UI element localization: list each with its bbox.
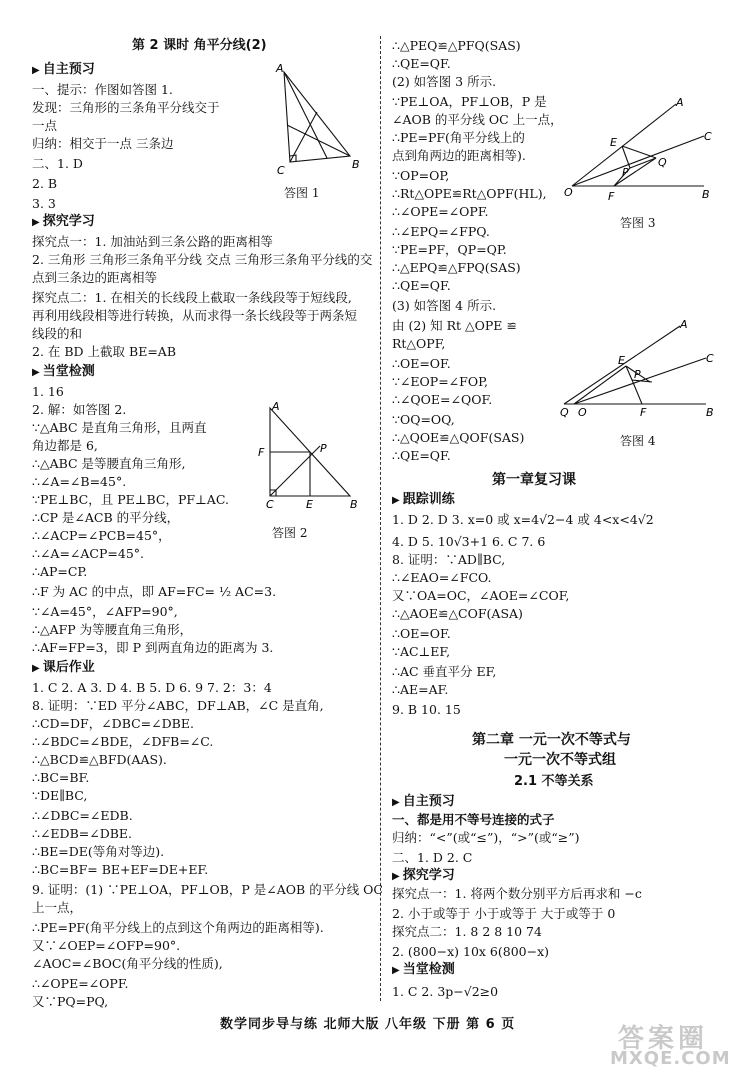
figure-1 [272,60,372,180]
fig2-label-f: F [258,446,265,459]
text-line: ∴BC=BF. [32,770,90,785]
text-line: ∴∠OPE=∠OPF. [392,204,489,219]
text-line: ∴AC 垂直平分 EF, [392,664,497,679]
text-line: ∵△ABC 是直角三角形，且两直 [32,420,207,435]
figure-2 [252,400,362,510]
section-heading: ▶ 跟踪训练 [392,492,455,509]
text-line: 2. (800−x) 10x 6(800−x) [392,944,550,959]
text-line: ∵AC⊥EF, [392,644,451,659]
text-line: 3. 3 [32,196,56,211]
fig1-label-a: A [276,62,284,75]
text-line: 1. 16 [32,384,64,399]
text-line: ∴△EPQ≌△FPQ(SAS) [392,260,521,275]
text-line: Rt△OPF, [392,336,446,351]
text-line: (2) 如答图 3 所示. [392,74,497,89]
fig3-label-e: E [610,136,617,149]
text-line: 8. 证明：∵AD∥BC, [392,552,506,567]
section-heading: ▶ 课后作业 [32,660,95,677]
fig3-label-f: F [608,190,615,203]
text-line: ∵OQ=OQ, [392,412,455,427]
text-line: 8. 证明：∵ED 平分∠ABC，DF⊥AB，∠C 是直角, [32,698,324,713]
text-line: 2. B [32,176,58,191]
chapter-title-line1: 第二章 一元一次不等式与 [472,732,631,748]
page-footer: 数学同步导与练 北师大版 八年级 下册 第 6 页 [220,1017,516,1032]
text-line: 2. 三角形 三角形三条角平分线 交点 三角形三条角平分线的交 [32,252,373,267]
text-line: 4. D 5. 10√3+1 6. C 7. 6 [392,534,546,549]
text-line: ∠AOC=∠BOC(角平分线的性质), [32,956,223,971]
text-line: 又∵∠OEP=∠OFP=90°. [32,938,181,953]
text-line: 一、提示：作图如答图 1. [32,82,173,97]
text-line: ∵DE∥BC, [32,788,88,803]
text-line: 角边都是 6, [32,438,98,453]
text-line: 归纳：相交于一点 三条边 [32,136,174,151]
text-line: ∴QE=QF. [392,448,451,463]
fig2-label-e: E [306,498,313,510]
text-line: ∴CD=DF，∠DBC=∠DBE. [32,716,194,731]
fig2-label-a: A [272,400,280,413]
text-line: 归纳：“<”(或“≤”)，“>”(或“≥”) [392,830,580,845]
fig3-label-p: P [622,166,629,179]
text-line: 2. 小于或等于 小于或等于 大于或等于 0 [392,906,616,921]
fig3-label-b: B [702,188,710,201]
fig4-label-e: E [618,354,625,367]
text-line: ∴∠QOE=∠QOF. [392,392,493,407]
text-line: 2. 解：如答图 2. [32,402,127,417]
text-line: ∵OP=OP, [392,168,450,183]
text-line: ∴QE=QF. [392,278,451,293]
fig4-label-o: O [578,406,587,418]
text-line: 二、1. D 2. C [392,850,473,865]
fig4-label-a: A [680,318,688,331]
fig4-label-q: Q [560,406,569,418]
text-line: ∵PE=PF，QP=QP. [392,242,507,257]
text-line: ∴∠A=∠ACP=45°. [32,546,145,561]
text-line: 又∵PQ=PQ, [32,994,109,1009]
text-line: ∴BC=BF= BE+EF=DE+EF. [32,862,209,877]
text-line: ∴PE=PF(角平分线上的 [392,130,525,145]
fig4-label-f: F [640,406,647,418]
fig4-label-c: C [706,352,714,365]
text-line: 9. 证明：(1) ∵PE⊥OA，PF⊥OB，P 是∠AOB 的平分线 OC [32,882,383,897]
text-line: ∴F 为 AC 的中点，即 AF=FC= ½ AC=3. [32,584,277,599]
chapter-title-line2: 一元一次不等式组 [504,752,616,768]
fig4-caption: 答图 4 [620,434,656,448]
text-line: ∴△AFP 为等腰直角三角形， [32,622,193,637]
text-line: ∠AOB 的平分线 OC 上一点， [392,112,563,127]
text-line: ∴∠EAO=∠FCO. [392,570,492,585]
fig3-caption: 答图 3 [620,216,656,230]
fig4-label-b: B [706,406,714,418]
text-line: ∴△BCD≌△BFD(AAS). [32,752,167,767]
text-line: ∵PE⊥BC，且 PE⊥BC，PF⊥AC. [32,492,229,507]
fig2-label-p: P [320,442,327,455]
text-line: 1. D 2. D 3. x=0 或 x=4√2−4 或 4<x<4√2 [392,512,654,527]
text-line: ∴△ABC 是等腰直角三角形, [32,456,186,471]
section-heading: ▶ 当堂检测 [392,962,455,979]
text-line: 上一点， [32,900,83,915]
section-heading: ▶ 探究学习 [32,214,95,231]
text-line: 9. B 10. 15 [392,702,461,717]
section-heading: ▶ 探究学习 [392,868,455,885]
text-line: ∴PE=PF(角平分线上的点到这个角两边的距离相等). [32,920,324,935]
text-line: ∴∠EDB=∠DBE. [32,826,133,841]
text-line: ∴AF=FP=3，即 P 到两直角边的距离为 3. [32,640,274,655]
text-line: 一、都是用不等号连接的式子 [392,812,555,827]
text-line: 点到三条边的距离相等 [32,270,158,285]
text-line: 探究点一：1. 加油站到三条公路的距离相等 [32,234,273,249]
fig1-label-b: B [352,158,360,171]
text-line: 再利用线段相等进行转换，从而求得一条长线段等于两条短 [32,308,358,323]
text-line: ∴∠BDC=∠BDE，∠DFB=∠C. [32,734,214,749]
text-line: 1. C 2. 3p−√2≥0 [392,984,499,999]
text-line: ∴△AOE≌△COF(ASA) [392,606,523,621]
text-line: 二、1. D [32,156,83,171]
text-line: 探究点二：1. 在相关的长线段上截取一条线段等于短线段, [32,290,352,305]
text-line: ∴OE=OF. [392,356,451,371]
text-line: 1. C 2. A 3. D 4. B 5. D 6. 9 7. 2：3：4 [32,680,272,695]
review-title: 第一章复习课 [492,472,576,488]
section-heading: ▶ 自主预习 [392,794,455,811]
text-line: ∴△QOE≌△QOF(SAS) [392,430,525,445]
fig3-label-o: O [564,186,573,199]
fig1-caption: 答图 1 [284,186,320,200]
text-line: 发现：三角形的三条角平分线交于 [32,100,220,115]
watermark-line1: 答案圈 [618,1024,709,1054]
watermark-line2: MXQE.COM [610,1048,731,1069]
text-line: 2. 在 BD 上截取 BE=AB [32,344,177,359]
fig3-label-q: Q [658,156,667,169]
watermark-logo [610,1018,740,1070]
text-line: 又∵OA=OC，∠AOE=∠COF, [392,588,570,603]
text-line: 一点 [32,118,58,133]
text-line: ∴AP=CP. [32,564,88,579]
text-line: ∴∠OPE=∠OPF. [32,976,129,991]
text-line: 探究点一：1. 将两个数分别平方后再求和 −c [392,886,642,901]
section-heading: ▶ 自主预习 [32,62,95,79]
text-line: ∴QE=QF. [392,56,451,71]
text-line: ∴△PEQ≌△PFQ(SAS) [392,38,521,53]
fig2-label-b: B [350,498,358,510]
section-title: 2.1 不等关系 [514,774,594,789]
column-divider [380,36,381,1001]
fig4-label-p: P [634,368,641,381]
fig1-label-c: C [277,164,285,177]
text-line: 点到角两边的距离相等). [392,148,526,163]
text-line: 探究点二：1. 8 2 8 10 74 [392,924,542,939]
text-line: ∴Rt△OPE≌Rt△OPF(HL), [392,186,547,201]
text-line: ∴∠EPQ=∠FPQ. [392,224,490,239]
section-heading: ▶ 当堂检测 [32,364,95,381]
text-line: ∴BE=DE(等角对等边). [32,844,165,859]
text-line: ∵∠EOP=∠FOP, [392,374,488,389]
fig2-caption: 答图 2 [272,526,308,540]
text-line: ∵PE⊥OA，PF⊥OB，P 是 [392,94,547,109]
fig2-label-c: C [266,498,274,510]
text-line: ∴∠A=∠B=45°. [32,474,127,489]
lesson-title: 第 2 课时 角平分线(2) [132,38,267,53]
text-line: 线段的和 [32,326,83,341]
text-line: ∵∠A=45°，∠AFP=90°, [32,604,178,619]
text-line: ∴OE=OF. [392,626,451,641]
figure-3 [564,96,724,206]
figure-4 [560,318,724,418]
text-line: ∴∠ACP=∠PCB=45°， [32,528,171,543]
text-line: ∴AE=AF. [392,682,449,697]
text-line: ∴CP 是∠ACB 的平分线， [32,510,180,525]
fig3-label-c: C [704,130,712,143]
fig3-label-a: A [676,96,684,109]
text-line: 由 (2) 知 Rt △OPE ≌ [392,318,517,333]
text-line: (3) 如答图 4 所示. [392,298,497,313]
text-line: ∴∠DBC=∠EDB. [32,808,133,823]
